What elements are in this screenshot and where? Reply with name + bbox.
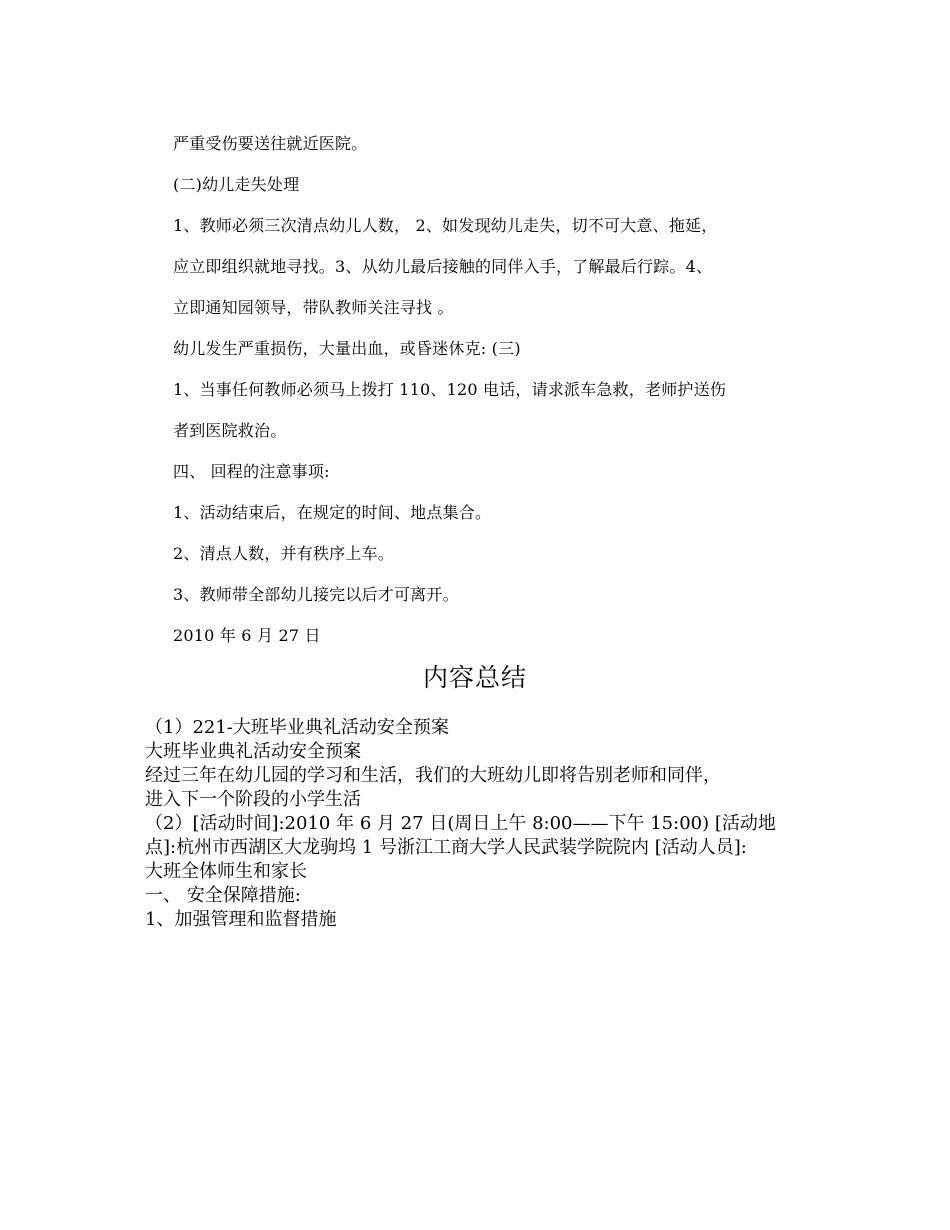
section-heading-return-trip: 四、 回程的注意事项: <box>173 462 330 481</box>
body-paragraph-line: 者到医院救治。 <box>173 421 287 440</box>
summary-line: （1）221-大班毕业典礼活动安全预案 <box>145 717 449 738</box>
section-heading-lost-child: (二)幼儿走失处理 <box>173 175 300 194</box>
summary-title: 内容总结 <box>422 663 527 692</box>
summary-line: 1、加强管理和监督措施 <box>145 909 337 930</box>
body-paragraph-line: 严重受伤要送往就近医院。 <box>173 134 368 153</box>
body-paragraph-line: 应立即组织就地寻找。3、从幼儿最后接触的同伴入手，了解最后行踪。4、 <box>173 257 713 276</box>
summary-line: 经过三年在幼儿园的学习和生活，我们的大班幼儿即将告别老师和同伴， <box>145 765 721 786</box>
document-date: 2010 年 6 月 27 日 <box>173 626 321 645</box>
summary-line: 一、 安全保障措施: <box>145 885 301 906</box>
body-paragraph-line: 2、清点人数，并有秩序上车。 <box>173 544 394 563</box>
body-paragraph-line: 1、活动结束后，在规定的时间、地点集合。 <box>173 503 492 522</box>
body-paragraph-line: 立即通知园领导，带队教师关注寻找 。 <box>173 298 454 317</box>
summary-line: 大班全体师生和家长 <box>145 861 307 882</box>
body-paragraph-line: 3、教师带全部幼儿接完以后才可离开。 <box>173 585 459 604</box>
summary-block <box>145 716 810 932</box>
summary-line: （2）[活动时间]:2010 年 6 月 27 日(周日上午 8:00——下午 15:00) [活动地 <box>145 813 776 834</box>
summary-line: 进入下一个阶段的小学生活 <box>145 789 361 810</box>
body-paragraph-line: 1、教师必须三次清点幼儿人数， 2、如发现幼儿走失，切不可大意、拖延， <box>173 216 718 235</box>
section-heading-serious-injury: 幼儿发生严重损伤，大量出血，或昏迷休克: (三) <box>173 339 521 358</box>
summary-line: 大班毕业典礼活动安全预案 <box>145 741 361 762</box>
body-paragraph-line: 1、当事任何教师必须马上拨打 110、120 电话，请求派车急救，老师护送伤 <box>173 380 727 399</box>
summary-line: 点]:杭州市西湖区大龙驹坞 1 号浙江工商大学人民武装学院院内 [活动人员]: <box>145 837 747 858</box>
